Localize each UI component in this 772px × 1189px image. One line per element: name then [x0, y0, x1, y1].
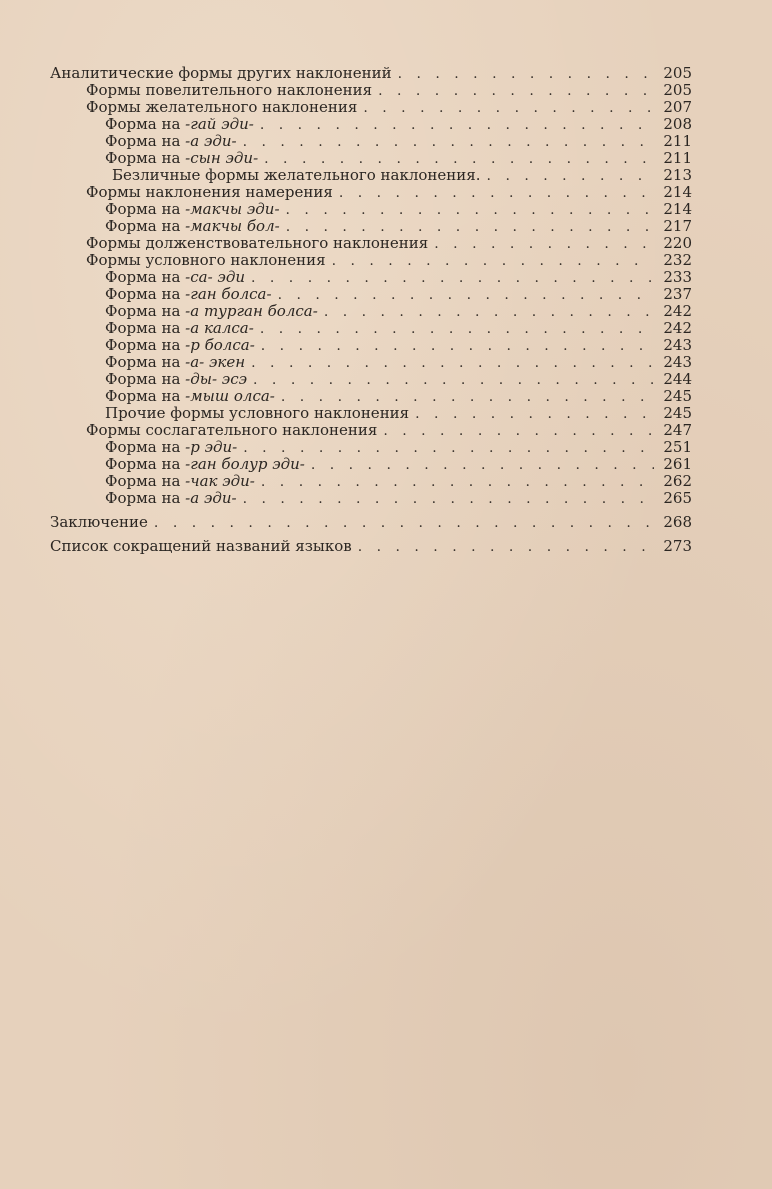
toc-entry-affix: -а калса- [185, 319, 254, 337]
toc-entry-affix: -р эди- [185, 438, 238, 456]
toc-entry-title [105, 116, 260, 133]
toc-entry-title [105, 320, 260, 337]
toc-entry [50, 337, 692, 354]
toc-entry [50, 252, 692, 269]
toc-entry-title [105, 439, 243, 456]
toc-page-number: 251 [663, 438, 692, 456]
toc-entry-text: Форма на [105, 455, 186, 473]
dot-leader [487, 168, 654, 185]
toc-entry-affix: -макчы бол- [185, 217, 280, 235]
toc-page-number: 245 [663, 404, 692, 422]
toc-entry [50, 371, 692, 388]
toc-entry-text: Форма на [105, 217, 186, 235]
dot-leader [378, 83, 654, 100]
dot-leader [358, 539, 654, 556]
toc-entry-title [105, 405, 415, 422]
table-of-contents [50, 65, 692, 555]
toc-entry [50, 320, 692, 337]
toc-entry [50, 473, 692, 490]
toc-entry-title [50, 538, 358, 555]
toc-entry-title [105, 473, 261, 490]
dot-leader [332, 253, 654, 270]
toc-entry [50, 150, 692, 167]
toc-entry-title [105, 371, 253, 388]
toc-entry-text: Формы желательного наклонения [86, 98, 358, 116]
toc-page-number: 211 [663, 132, 692, 150]
toc-entry [50, 439, 692, 456]
toc-entry-text: Список сокращений названий языков [50, 537, 352, 555]
toc-entry-affix: -мыш олса- [185, 387, 275, 405]
dot-leader [286, 202, 654, 219]
toc-entry [50, 65, 692, 82]
toc-page-number: 237 [663, 285, 692, 303]
dot-leader [251, 355, 654, 372]
toc-entry [50, 538, 692, 555]
toc-entry-affix: -а эди- [185, 489, 237, 507]
toc-entry-title [86, 235, 434, 252]
toc-page-number: 233 [663, 268, 692, 286]
toc-entry-text: Прочие формы условного наклонения [105, 404, 410, 422]
toc-entry-text: Форма на [105, 285, 186, 303]
toc-page-number: 213 [663, 166, 692, 184]
toc-entry [50, 422, 692, 439]
toc-entry [50, 218, 692, 235]
toc-entry-title [112, 167, 487, 184]
dot-leader [434, 236, 654, 253]
toc-entry-text: Безличные формы желательного наклонения. [112, 166, 481, 184]
toc-entry [50, 269, 692, 286]
dot-leader [243, 134, 654, 151]
toc-entry [50, 235, 692, 252]
dot-leader [278, 287, 654, 304]
toc-entry-title [105, 201, 286, 218]
toc-entry-text: Формы повелительного наклонения [86, 81, 373, 99]
toc-page-number: 268 [663, 513, 692, 531]
toc-page-number: 273 [663, 537, 692, 555]
toc-entry-affix: -а турган болса- [185, 302, 318, 320]
toc-entry [50, 133, 692, 150]
toc-entry-affix: -а- экен [185, 353, 246, 371]
toc-page-number: 220 [663, 234, 692, 252]
toc-entry-text: Заключение [50, 513, 148, 531]
toc-entry-text: Форма на [105, 319, 186, 337]
toc-page-number: 208 [663, 115, 692, 133]
toc-page-number: 205 [663, 64, 692, 82]
toc-entry-text: Форма на [105, 353, 186, 371]
toc-page-number: 244 [663, 370, 692, 388]
toc-entry [50, 456, 692, 473]
toc-page-number: 243 [663, 336, 692, 354]
toc-entry-title [86, 422, 383, 439]
toc-page-number: 242 [663, 302, 692, 320]
toc-entry [50, 201, 692, 218]
toc-entry-title [50, 514, 154, 531]
toc-entry [50, 490, 692, 507]
dot-leader [311, 457, 654, 474]
toc-entry-text: Форма на [105, 472, 186, 490]
toc-entry-text: Форма на [105, 370, 186, 388]
toc-entry-text: Форма на [105, 132, 186, 150]
toc-entry-affix: -ган болур эди- [185, 455, 305, 473]
dot-leader [260, 117, 654, 134]
toc-entry-title [105, 354, 251, 371]
toc-page-number: 232 [663, 251, 692, 269]
toc-entry-title [105, 286, 278, 303]
toc-entry-text: Форма на [105, 302, 186, 320]
toc-entry-title [105, 269, 251, 286]
toc-entry-affix: -чак эди- [185, 472, 255, 490]
toc-page-number: 214 [663, 183, 692, 201]
toc-entry-text: Форма на [105, 115, 186, 133]
toc-page-number: 245 [663, 387, 692, 405]
toc-page-number: 262 [663, 472, 692, 490]
toc-entry-title [105, 133, 243, 150]
toc-entry [50, 514, 692, 531]
toc-entry-text: Форма на [105, 438, 186, 456]
toc-page-number: 205 [663, 81, 692, 99]
toc-entry-text: Форма на [105, 268, 186, 286]
toc-entry-title [105, 303, 324, 320]
toc-entry-affix: -ган болса- [185, 285, 272, 303]
toc-page-number: 214 [663, 200, 692, 218]
toc-entry-text: Форма на [105, 200, 186, 218]
toc-page-number: 242 [663, 319, 692, 337]
dot-leader [324, 304, 654, 321]
dot-leader [251, 270, 654, 287]
toc-entry-affix: -сын эди- [185, 149, 259, 167]
toc-entry-text: Форма на [105, 387, 186, 405]
toc-page-number: 247 [663, 421, 692, 439]
toc-entry [50, 303, 692, 320]
toc-entry-text: Форма на [105, 489, 186, 507]
dot-leader [261, 338, 654, 355]
toc-entry [50, 116, 692, 133]
toc-entry-text: Форма на [105, 149, 186, 167]
toc-page-number: 265 [663, 489, 692, 507]
toc-entry [50, 354, 692, 371]
toc-page-number: 211 [663, 149, 692, 167]
toc-entry [50, 99, 692, 116]
toc-entry-text: Аналитические формы других наклонений [50, 64, 392, 82]
dot-leader [243, 440, 654, 457]
toc-page-number: 207 [663, 98, 692, 116]
toc-entry-affix: -са- эди [185, 268, 245, 286]
toc-entry-title [86, 184, 339, 201]
toc-entry-affix: -гай эди- [185, 115, 254, 133]
toc-entry-title [105, 337, 261, 354]
toc-page-number: 261 [663, 455, 692, 473]
toc-entry-title [86, 252, 332, 269]
toc-entry-text: Форма на [105, 336, 186, 354]
toc-entry [50, 184, 692, 201]
dot-leader [260, 321, 654, 338]
toc-entry [50, 286, 692, 303]
toc-entry [50, 167, 692, 184]
toc-entry-title [86, 99, 363, 116]
toc-entry [50, 388, 692, 405]
toc-entry-title [105, 150, 264, 167]
toc-entry-title [105, 490, 243, 507]
toc-entry-title [105, 456, 311, 473]
toc-entry-title [50, 65, 398, 82]
toc-entry [50, 82, 692, 99]
toc-entry-title [105, 218, 286, 235]
dot-leader [363, 100, 654, 117]
dot-leader [261, 474, 654, 491]
toc-entry-text: Формы условного наклонения [86, 251, 326, 269]
toc-entry-title [105, 388, 281, 405]
toc-entry-title [86, 82, 378, 99]
toc-entry-affix: -а эди- [185, 132, 237, 150]
dot-leader [154, 515, 654, 532]
toc-entry-affix: -р болса- [185, 336, 255, 354]
toc-entry-text: Формы долженствовательного наклонения [86, 234, 429, 252]
dot-leader [339, 185, 654, 202]
toc-entry-affix: -ды- эсэ [185, 370, 248, 388]
toc-entry [50, 405, 692, 422]
toc-entry-text: Формы наклонения намерения [86, 183, 333, 201]
toc-entry-affix: -макчы эди- [185, 200, 280, 218]
dot-leader [243, 491, 654, 508]
toc-entry-text: Формы сослагательного наклонения [86, 421, 378, 439]
dot-leader [253, 372, 654, 389]
dot-leader [398, 66, 654, 83]
toc-page-number: 243 [663, 353, 692, 371]
toc-page-number: 217 [663, 217, 692, 235]
dot-leader [383, 423, 654, 440]
dot-leader [415, 406, 654, 423]
